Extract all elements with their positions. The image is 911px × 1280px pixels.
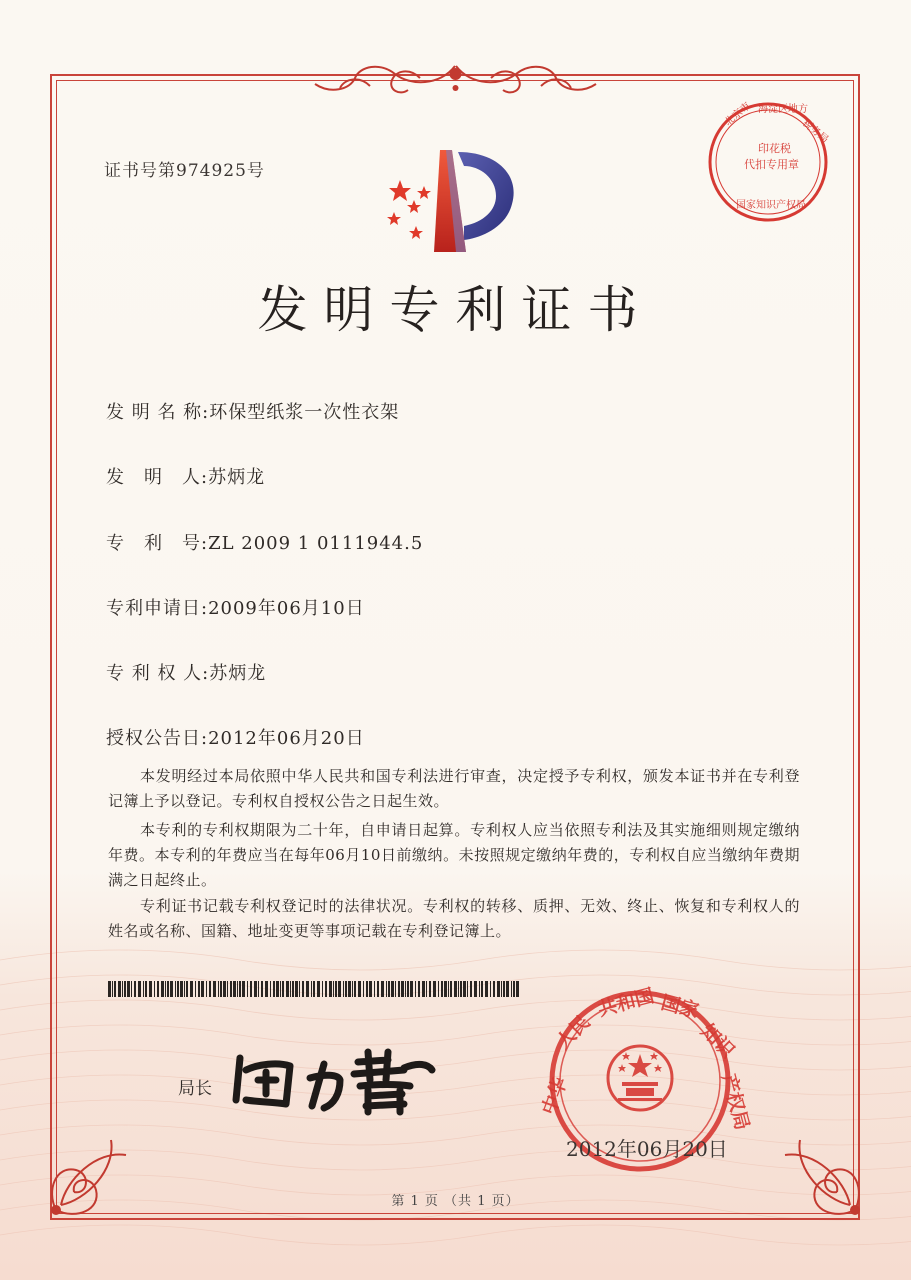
ornament-top-icon xyxy=(300,56,611,102)
svg-text:国家知识产权局: 国家知识产权局 xyxy=(736,200,806,211)
barcode-bar xyxy=(354,981,356,997)
barcode-bar xyxy=(450,981,452,997)
barcode-bar xyxy=(366,981,368,997)
barcode-bar xyxy=(388,981,390,997)
barcode-bar xyxy=(270,981,271,997)
field-value: ZL 2009 1 0111944.5 xyxy=(208,533,424,554)
barcode-bar xyxy=(292,981,294,997)
barcode-bar xyxy=(329,981,332,997)
barcode-bar xyxy=(369,981,372,997)
barcode-bar xyxy=(338,981,341,997)
director-signature-icon xyxy=(228,1040,438,1120)
barcode-bar xyxy=(180,981,183,997)
paragraph-term-statement: 本专利的专利权期限为二十年，自申请日起算。专利权人应当依照专利法及其实施细则规定缴纳年费。本专利的年费应当在每年06月10日前缴纳。未按照规定缴纳年费的，专利权自应当缴纳年费期满之日起终止。 xyxy=(108,821,800,889)
barcode-bar xyxy=(237,981,238,997)
barcode-bar xyxy=(479,981,480,997)
barcode-bar xyxy=(377,981,379,997)
barcode-bar xyxy=(395,981,396,997)
barcode-bar xyxy=(490,981,491,997)
barcode-bar xyxy=(273,981,275,997)
barcode-bar xyxy=(343,981,344,997)
barcode-bar xyxy=(138,981,141,997)
field-patentee xyxy=(106,659,266,685)
page-number: 第 1 页 （共 1 页） xyxy=(391,1194,520,1209)
field-value: 苏炳龙 xyxy=(208,467,266,488)
barcode-bar xyxy=(233,981,236,997)
barcode-bar xyxy=(410,981,413,997)
barcode-bar xyxy=(118,981,121,997)
seal-date: 2012年06月20日 xyxy=(566,1137,728,1161)
barcode-bar xyxy=(503,981,505,997)
barcode-bar xyxy=(302,981,304,997)
barcode-bar xyxy=(143,981,144,997)
barcode-bar xyxy=(112,981,113,997)
patent-office-logo-icon xyxy=(380,142,520,256)
barcode-bar xyxy=(441,981,443,997)
svg-text:北京市: 北京市 xyxy=(722,100,753,129)
barcode-bar xyxy=(198,981,200,997)
barcode-bar xyxy=(190,981,193,997)
barcode-bar xyxy=(122,981,123,997)
barcode-bar xyxy=(317,981,320,997)
barcode-bar xyxy=(247,981,248,997)
barcode-bar xyxy=(474,981,477,997)
barcode-bar xyxy=(124,981,126,997)
barcode-bar xyxy=(470,981,472,997)
barcode-bar xyxy=(186,981,188,997)
barcode-bar xyxy=(177,981,179,997)
barcode-bar xyxy=(358,981,361,997)
field-application-date xyxy=(106,594,365,620)
barcode-bar xyxy=(398,981,400,997)
field-value: 环保型纸浆一次性衣架 xyxy=(209,402,400,423)
barcode-bar xyxy=(485,981,488,997)
barcode-bar xyxy=(433,981,436,997)
paragraph-grant-statement: 本发明经过本局依照中华人民共和国专利法进行审查，决定授予专利权，颁发本证书并在专利登记簿上予以登记。专利权自授权公告之日起生效。 xyxy=(108,767,800,810)
field-patent-number xyxy=(106,529,423,555)
svg-text:中华: 中华 xyxy=(538,1074,572,1118)
barcode-bar xyxy=(220,981,222,997)
barcode-bar xyxy=(134,981,136,997)
barcode-bar xyxy=(201,981,204,997)
ornament-corner-right-icon xyxy=(755,1110,875,1230)
field-grant-date xyxy=(106,724,365,750)
barcode-bar xyxy=(426,981,427,997)
barcode-bar xyxy=(493,981,495,997)
barcode-bar xyxy=(458,981,459,997)
barcode-bar xyxy=(223,981,226,997)
barcode-bar xyxy=(444,981,447,997)
field-value: 苏炳龙 xyxy=(209,663,267,684)
field-label: 专利申请日: xyxy=(106,598,209,619)
barcode-bar xyxy=(405,981,406,997)
barcode-bar xyxy=(184,981,185,997)
barcode-bar xyxy=(108,981,111,997)
barcode-bar xyxy=(415,981,416,997)
field-value: 2009年06月10日 xyxy=(208,598,365,619)
barcode-icon xyxy=(108,981,520,997)
page-title: 发明专利证书 xyxy=(257,281,654,339)
barcode-bar xyxy=(313,981,315,997)
barcode-bar xyxy=(290,981,291,997)
barcode-bar xyxy=(422,981,425,997)
ornament-corner-left-icon xyxy=(36,1110,156,1230)
field-value: 2012年06月20日 xyxy=(208,728,365,749)
svg-text:印花税: 印花税 xyxy=(758,142,791,155)
barcode-bar xyxy=(295,981,298,997)
barcode-bar xyxy=(429,981,431,997)
field-inventor xyxy=(106,463,265,489)
barcode-bar xyxy=(114,981,116,997)
barcode-bar xyxy=(448,981,449,997)
barcode-bar xyxy=(311,981,312,997)
barcode-bar xyxy=(165,981,166,997)
barcode-bar xyxy=(407,981,409,997)
barcode-bar xyxy=(149,981,152,997)
barcode-bar xyxy=(501,981,502,997)
barcode-bar xyxy=(467,981,468,997)
barcode-bar xyxy=(363,981,364,997)
barcode-bar xyxy=(481,981,483,997)
barcode-bar xyxy=(127,981,130,997)
barcode-bar xyxy=(322,981,323,997)
barcode-bar xyxy=(131,981,132,997)
barcode-bar xyxy=(209,981,211,997)
barcode-bar xyxy=(325,981,327,997)
barcode-bar xyxy=(352,981,353,997)
svg-text:产权局: 产权局 xyxy=(717,1071,754,1133)
director-title: 局长 xyxy=(178,1079,212,1099)
barcode-bar xyxy=(286,981,289,997)
barcode-bar xyxy=(513,981,515,997)
barcode-bar xyxy=(386,981,387,997)
barcode-bar xyxy=(335,981,337,997)
barcode-bar xyxy=(333,981,334,997)
barcode-bar xyxy=(276,981,279,997)
barcode-bar xyxy=(250,981,252,997)
tax-stamp-seal-icon xyxy=(706,100,830,224)
svg-text:海淀区地方: 海淀区地方 xyxy=(758,104,808,115)
svg-text:国家: 国家 xyxy=(658,991,702,1023)
barcode-bar xyxy=(463,981,466,997)
svg-text:代扣专用章: 代扣专用章 xyxy=(744,158,799,171)
barcode-bar xyxy=(227,981,228,997)
barcode-bar xyxy=(454,981,457,997)
field-label: 发 明 人: xyxy=(106,467,209,488)
barcode-bar xyxy=(391,981,394,997)
svg-text:知识: 知识 xyxy=(696,1019,739,1063)
field-label: 专 利 号: xyxy=(106,533,209,554)
barcode-bar xyxy=(218,981,219,997)
barcode-bar xyxy=(374,981,375,997)
barcode-bar xyxy=(261,981,263,997)
svg-text:税务局: 税务局 xyxy=(800,117,831,146)
barcode-bar xyxy=(460,981,462,997)
barcode-bar xyxy=(258,981,259,997)
barcode-bar xyxy=(213,981,216,997)
barcode-bar xyxy=(254,981,257,997)
barcode-bar xyxy=(154,981,155,997)
barcode-bar xyxy=(195,981,196,997)
barcode-bar xyxy=(299,981,300,997)
barcode-bar xyxy=(438,981,439,997)
barcode-bar xyxy=(345,981,347,997)
barcode-bar xyxy=(418,981,420,997)
barcode-bar xyxy=(242,981,245,997)
barcode-bar xyxy=(506,981,509,997)
barcode-bar xyxy=(206,981,207,997)
barcode-bar xyxy=(280,981,281,997)
barcode-bar xyxy=(306,981,309,997)
barcode-bar xyxy=(175,981,176,997)
barcode-bar xyxy=(170,981,173,997)
barcode-bar xyxy=(516,981,519,997)
barcode-bar xyxy=(157,981,159,997)
barcode-bar xyxy=(497,981,500,997)
barcode-bar xyxy=(265,981,268,997)
field-label: 发 明 名 称: xyxy=(106,402,210,423)
field-label: 专 利 权 人: xyxy=(106,663,210,684)
barcode-bar xyxy=(161,981,164,997)
barcode-bar xyxy=(381,981,384,997)
barcode-bar xyxy=(167,981,169,997)
barcode-bar xyxy=(239,981,241,997)
svg-text:人民: 人民 xyxy=(551,1011,595,1054)
certificate-number: 证书号第974925号 xyxy=(104,161,265,181)
barcode-bar xyxy=(282,981,284,997)
barcode-bar xyxy=(145,981,147,997)
paragraph-register-statement: 专利证书记载专利权登记时的法律状况。专利权的转移、质押、无效、终止、恢复和专利权人的姓名或名称、国籍、地址变更等事项记载在专利登记簿上。 xyxy=(108,897,800,940)
svg-text:共和国: 共和国 xyxy=(595,984,657,1021)
barcode-bar xyxy=(511,981,512,997)
barcode-bar xyxy=(230,981,232,997)
barcode-bar xyxy=(348,981,351,997)
field-invention-name xyxy=(106,398,399,424)
field-label: 授权公告日: xyxy=(106,728,209,749)
barcode-bar xyxy=(401,981,404,997)
